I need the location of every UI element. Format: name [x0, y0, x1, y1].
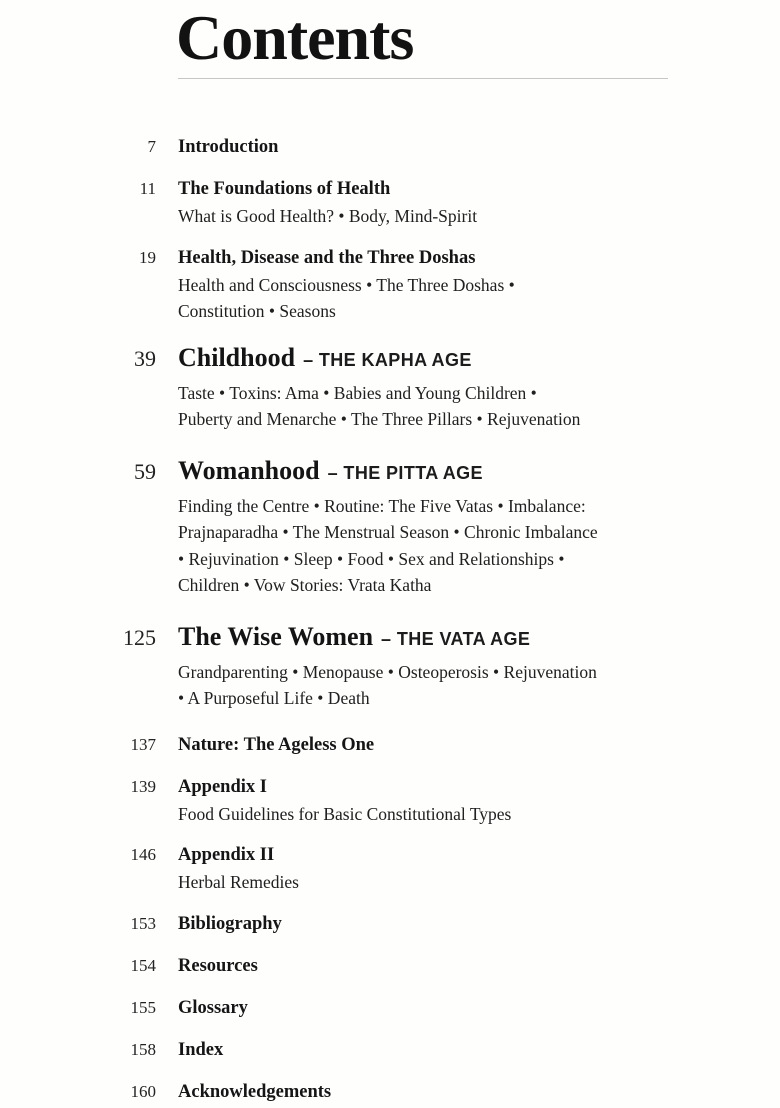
- chapter-name: Womanhood: [178, 455, 320, 485]
- toc-entry-title: [178, 339, 674, 380]
- toc-entry-title: Introduction: [178, 137, 279, 157]
- subtitle-line: Food Guidelines for Basic Constitutional Types: [178, 803, 512, 824]
- toc-entry-subtitle: [178, 203, 674, 230]
- subtitle-line: Taste • Toxins: Ama • Babies and Young Children •: [178, 382, 537, 403]
- chapter-name: The Wise Women: [178, 621, 374, 651]
- toc-entry-subtitle: [178, 272, 674, 325]
- toc-entry-resources: [0, 952, 780, 980]
- toc-entry-subtitle: [178, 659, 674, 712]
- page-title: Contents: [176, 2, 414, 73]
- toc-entry-subtitle: [178, 380, 674, 433]
- toc-page-number: 39: [134, 345, 156, 371]
- subtitle-line: • Rejuvination • Sleep • Food • Sex and Relationships •: [178, 548, 565, 569]
- toc-page-number: 153: [130, 913, 156, 933]
- toc-entry-appendix-1: [0, 773, 780, 828]
- toc-entry-introduction: [0, 133, 780, 161]
- subtitle-line: Constitution • Seasons: [178, 301, 336, 321]
- toc-page-number: 154: [130, 955, 156, 975]
- chapter-age-suffix: – THE VATA AGE: [381, 628, 531, 649]
- subtitle-line: Herbal Remedies: [178, 872, 299, 892]
- toc-entry-nature-ageless-one: [0, 731, 780, 759]
- toc-entry-subtitle: [178, 493, 674, 599]
- toc-entry-title: Health, Disease and the Three Doshas: [178, 247, 476, 268]
- toc-entry-title: [178, 452, 674, 493]
- toc-entry-title: Appendix I: [178, 776, 267, 797]
- toc-entry-title: Index: [178, 1039, 224, 1060]
- toc-page-number: 59: [134, 458, 156, 484]
- chapter-age-suffix: – THE KAPHA AGE: [303, 349, 472, 370]
- toc-entry-title: [178, 618, 674, 659]
- toc-entry-womanhood: [0, 452, 780, 599]
- toc-entry-title: Nature: The Ageless One: [178, 734, 375, 755]
- toc-entry-index: [0, 1036, 780, 1064]
- toc-page-number: 158: [130, 1039, 156, 1059]
- toc-page-number: 160: [130, 1081, 156, 1101]
- title-divider: [178, 78, 668, 79]
- toc-entry-subtitle: [178, 869, 674, 896]
- toc-page-number: 139: [130, 776, 156, 796]
- toc-page-number: 146: [130, 845, 156, 864]
- toc-list: [0, 133, 780, 1106]
- toc-entry-title: Bibliography: [178, 913, 282, 934]
- toc-entry-acknowledgements: [0, 1078, 780, 1106]
- toc-entry-title: Resources: [178, 955, 258, 976]
- chapter-name: Childhood: [178, 342, 296, 372]
- toc-entry-subtitle: [178, 801, 674, 828]
- toc-entry-foundations-of-health: [0, 175, 780, 230]
- toc-page-number: 137: [130, 734, 156, 754]
- toc-entry-title: Glossary: [178, 997, 248, 1018]
- toc-entry-title: The Foundations of Health: [178, 179, 391, 199]
- subtitle-line: Puberty and Menarche • The Three Pillars • Rejuvenation: [178, 409, 581, 429]
- toc-entry-childhood: [0, 339, 780, 433]
- toc-page-number: 155: [130, 997, 156, 1017]
- subtitle-line: Health and Consciousness • The Three Doshas •: [178, 274, 515, 295]
- chapter-age-suffix: – THE PITTA AGE: [327, 462, 483, 483]
- toc-entry-title: Appendix II: [178, 845, 275, 865]
- subtitle-line: Grandparenting • Menopause • Osteoperosis • Rejuvenation: [178, 661, 597, 682]
- toc-page-number: 125: [123, 624, 156, 650]
- subtitle-line: What is Good Health? • Body, Mind-Spirit: [178, 206, 478, 226]
- toc-entry-bibliography: [0, 910, 780, 938]
- toc-entry-appendix-2: [0, 841, 780, 896]
- toc-page-number: 19: [139, 247, 156, 267]
- toc-entry-glossary: [0, 994, 780, 1022]
- toc-page-number: 7: [147, 137, 156, 156]
- toc-entry-health-disease-doshas: [0, 244, 780, 325]
- toc-page-number: 11: [139, 179, 156, 198]
- subtitle-line: Finding the Centre • Routine: The Five Vatas • Imbalance:: [178, 495, 586, 516]
- subtitle-line: • A Purposeful Life • Death: [178, 688, 370, 708]
- toc-entry-wise-women: [0, 618, 780, 712]
- subtitle-line: Prajnaparadha • The Menstrual Season • Chronic Imbalance: [178, 522, 598, 542]
- toc-entry-title: Acknowledgements: [178, 1081, 332, 1102]
- subtitle-line: Children • Vow Stories: Vrata Katha: [178, 575, 432, 595]
